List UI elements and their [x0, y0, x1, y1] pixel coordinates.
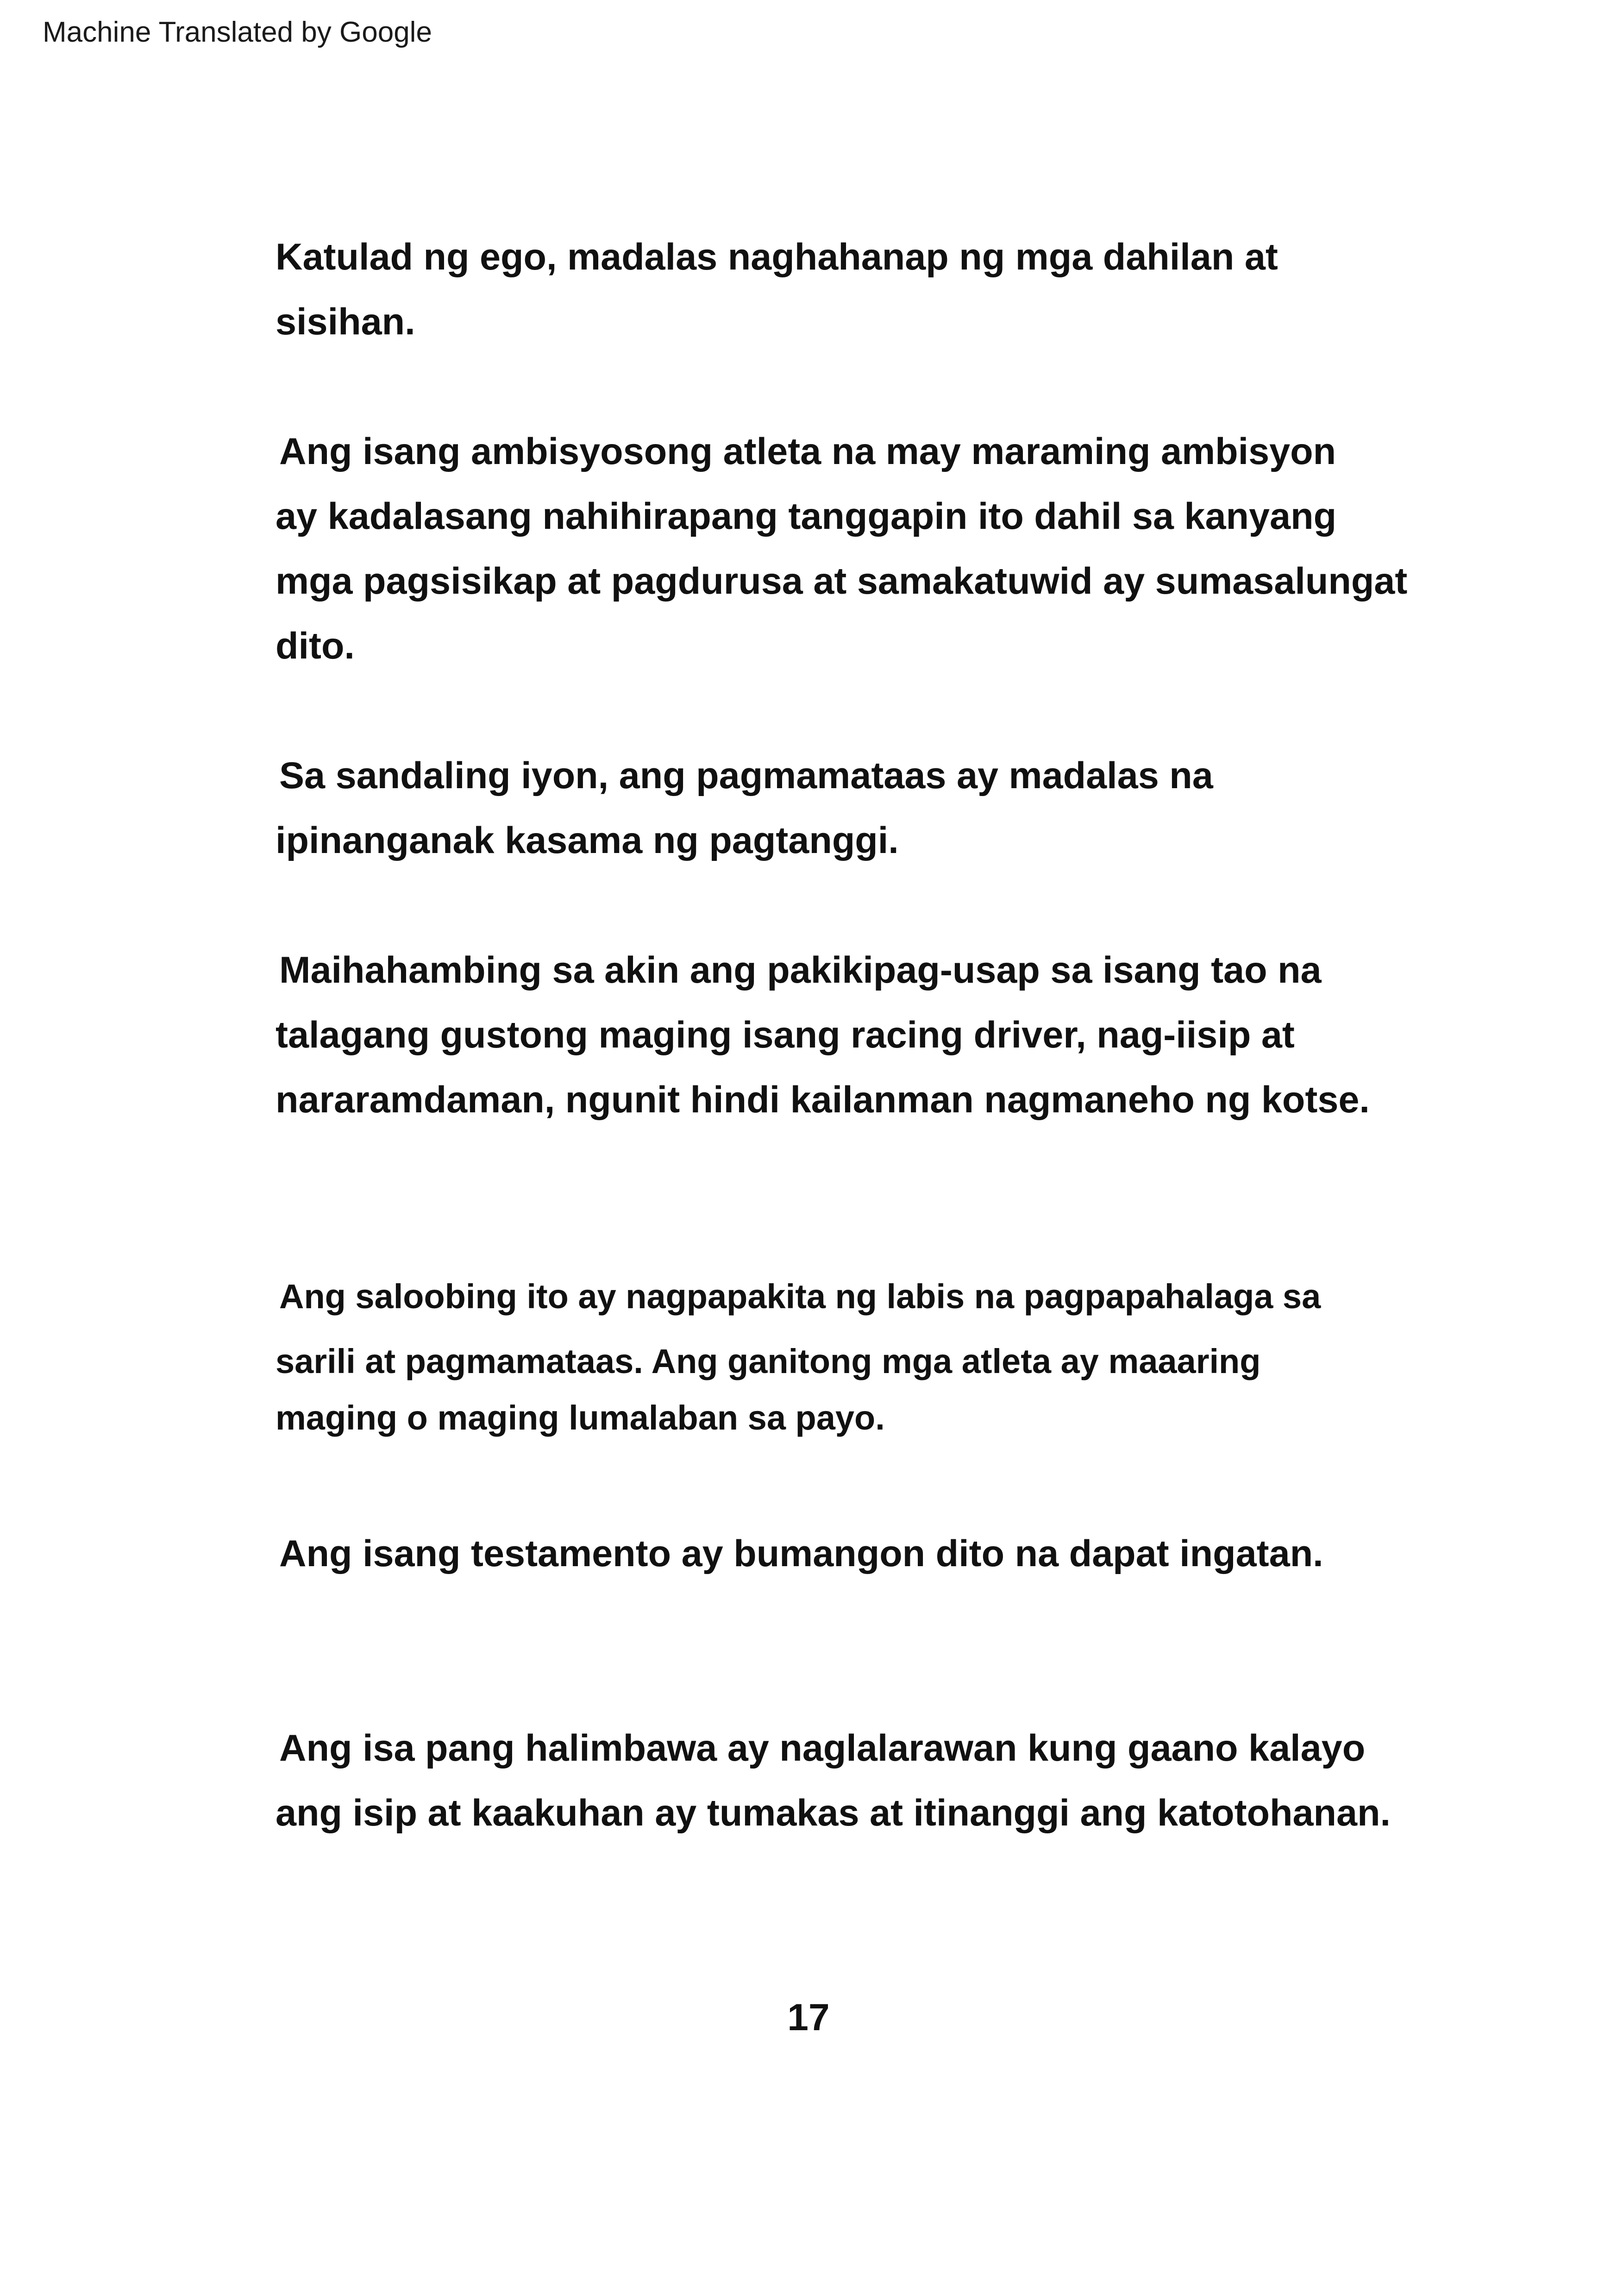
- paragraph-line: sisihan.: [276, 301, 415, 343]
- machine-translation-notice: Machine Translated by Google: [43, 16, 432, 48]
- paragraph-line: Maihahambing sa akin ang pakikipag-usap sa isang tao na: [279, 949, 1322, 991]
- paragraph-5: [276, 1264, 1433, 1450]
- paragraph-line: ang isip at kaakuhan ay tumakas at itinanggi ang katotohanan.: [276, 1792, 1391, 1834]
- paragraph-line: Ang isang testamento ay bumangon dito na dapat ingatan.: [279, 1533, 1323, 1575]
- paragraph-line: Ang isa pang halimbawa ay naglalarawan kung gaano kalayo: [279, 1727, 1366, 1769]
- paragraph-line: Katulad ng ego, madalas naghahanap ng mga dahilan at: [276, 236, 1278, 278]
- paragraph-4: [276, 938, 1433, 1132]
- page-number: 17: [787, 1996, 830, 2039]
- paragraph-3: [276, 743, 1433, 873]
- paragraph-line: dito.: [276, 625, 355, 667]
- paragraph-6: [276, 1521, 1433, 1586]
- paragraph-line: nararamdaman, ngunit hindi kailanman nagmaneho ng kotse.: [276, 1079, 1370, 1121]
- paragraph-line: ipinanganak kasama ng pagtanggi.: [276, 820, 899, 861]
- paragraph-1: [276, 225, 1433, 354]
- paragraph-7: [276, 1716, 1433, 1845]
- paragraph-line: mga pagsisikap at pagdurusa at samakatuwid ay sumasalungat: [276, 560, 1408, 602]
- paragraph-line: Ang isang ambisyosong atleta na may maraming ambisyon: [279, 431, 1336, 472]
- paragraph-line: ay kadalasang nahihirapang tanggapin ito dahil sa kanyang: [276, 496, 1337, 537]
- paragraph-line: maging o maging lumalaban sa payo.: [276, 1399, 885, 1437]
- paragraph-line: Ang saloobing ito ay nagpapakita ng labis na pagpapahalaga sa: [279, 1277, 1321, 1316]
- paragraph-line: sarili at pagmamataas. Ang ganitong mga atleta ay maaaring: [276, 1342, 1261, 1380]
- paragraph-2: [276, 419, 1433, 678]
- paragraph-line: Sa sandaling iyon, ang pagmamataas ay madalas na: [279, 755, 1213, 797]
- paragraph-line: talagang gustong maging isang racing driver, nag-iisip at: [276, 1014, 1295, 1056]
